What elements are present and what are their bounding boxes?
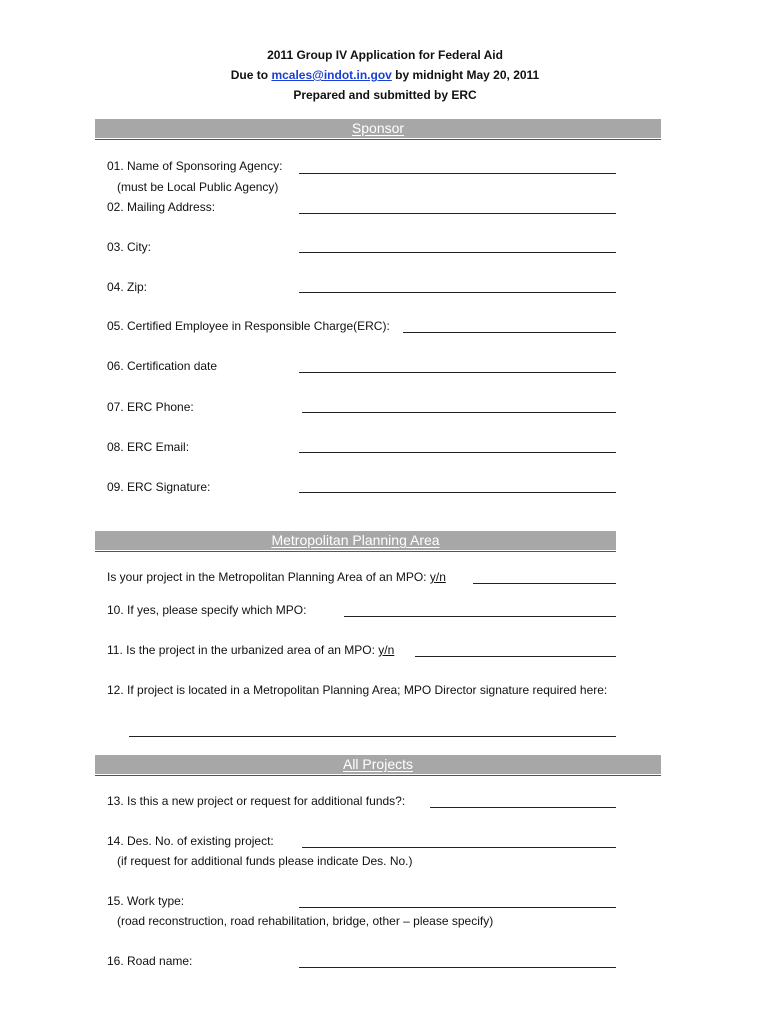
input-line-certification-date[interactable] xyxy=(299,372,616,373)
prepared-line: Prepared and submitted by ERC xyxy=(293,88,477,102)
field-label-erc-phone: 07. ERC Phone: xyxy=(107,400,194,414)
section-rule xyxy=(95,551,616,552)
field-label-des-no: 14. Des. No. of existing project: xyxy=(107,834,274,848)
section-rule xyxy=(95,139,661,140)
section-header-sponsor xyxy=(95,119,661,138)
section-rule xyxy=(95,775,661,776)
urbanized-area-yn: y/n xyxy=(378,643,395,657)
mpo-area-question: Is your project in the Metropolitan Planning Area of an MPO: xyxy=(107,570,427,584)
field-note-local-public-agency: (must be Local Public Agency) xyxy=(117,180,279,194)
field-label-mpo-area xyxy=(107,570,446,584)
field-label-which-mpo: 10. If yes, please specify which MPO: xyxy=(107,603,307,617)
section-title-sponsor: Sponsor xyxy=(351,120,405,136)
input-line-mpo-director-signature[interactable] xyxy=(129,736,616,737)
section-header-mpa xyxy=(95,531,616,550)
input-line-zip[interactable] xyxy=(299,292,616,293)
due-email-link[interactable]: mcales@indot.in.gov xyxy=(271,68,392,82)
input-line-sponsoring-agency[interactable] xyxy=(299,173,616,174)
input-line-mpo-area[interactable] xyxy=(473,583,616,584)
field-label-new-or-additional: 13. Is this a new project or request for additional funds?: xyxy=(107,794,406,808)
field-label-erc-email: 08. ERC Email: xyxy=(107,440,190,454)
field-label-urbanized-area xyxy=(107,643,394,657)
input-line-urbanized-area[interactable] xyxy=(415,656,616,657)
field-label-road-name: 16. Road name: xyxy=(107,954,193,968)
field-label-certification-date: 06. Certification date xyxy=(107,359,218,373)
input-line-work-type[interactable] xyxy=(299,907,616,908)
section-title-all-projects: All Projects xyxy=(342,756,414,772)
field-label-erc: 05. Certified Employee in Responsible Charge(ERC): xyxy=(107,319,390,333)
input-line-road-name[interactable] xyxy=(299,967,616,968)
due-suffix: by midnight May 20, 2011 xyxy=(395,68,540,82)
input-line-mailing-address[interactable] xyxy=(299,213,616,214)
input-line-city[interactable] xyxy=(299,252,616,253)
input-line-which-mpo[interactable] xyxy=(344,616,616,617)
mpo-area-yn: y/n xyxy=(429,570,446,584)
input-line-erc-phone[interactable] xyxy=(302,412,616,413)
input-line-erc[interactable] xyxy=(403,332,616,333)
field-label-city: 03. City: xyxy=(107,240,152,254)
input-line-des-no[interactable] xyxy=(302,847,616,848)
field-label-erc-signature: 09. ERC Signature: xyxy=(107,480,211,494)
field-label-zip: 04. Zip: xyxy=(107,280,148,294)
field-label-sponsoring-agency: 01. Name of Sponsoring Agency: xyxy=(107,159,283,173)
field-label-mpo-director-signature: 12. If project is located in a Metropolitan Planning Area; MPO Director signature required here: xyxy=(107,683,608,697)
field-label-mailing-address: 02. Mailing Address: xyxy=(107,200,216,214)
input-line-erc-email[interactable] xyxy=(299,452,616,453)
urbanized-area-question: 11. Is the project in the urbanized area of an MPO: xyxy=(107,643,375,657)
due-line xyxy=(0,68,770,82)
due-prefix: Due to xyxy=(230,68,269,82)
field-note-des-no: (if request for additional funds please indicate Des. No.) xyxy=(117,854,413,868)
input-line-erc-signature[interactable] xyxy=(299,492,616,493)
section-title-mpa: Metropolitan Planning Area xyxy=(271,532,440,548)
section-header-all-projects xyxy=(95,755,661,774)
document-title: 2011 Group IV Application for Federal Aid xyxy=(267,48,503,62)
field-note-work-type: (road reconstruction, road rehabilitation, bridge, other – please specify) xyxy=(117,914,494,928)
input-line-new-or-additional[interactable] xyxy=(430,807,616,808)
field-label-work-type: 15. Work type: xyxy=(107,894,185,908)
